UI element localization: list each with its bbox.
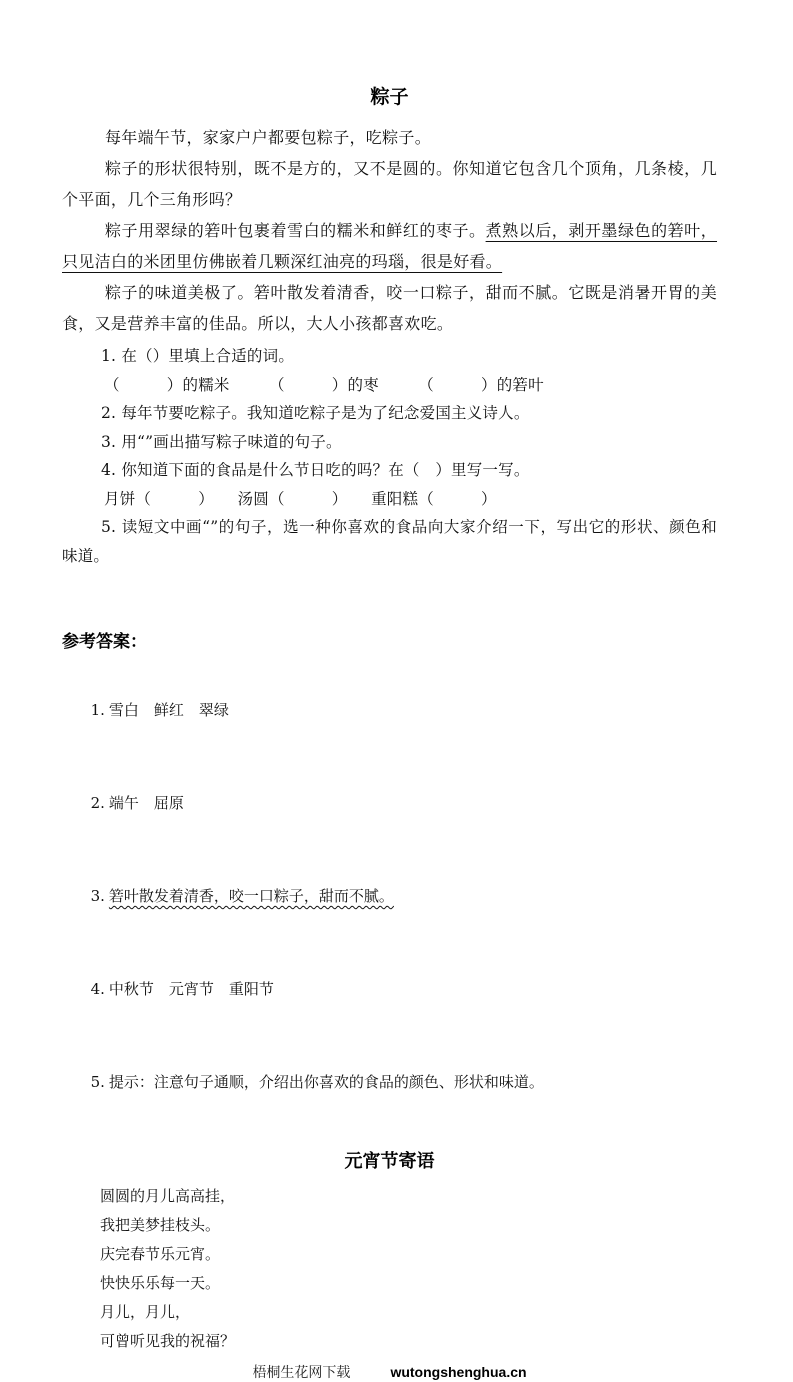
poem-section: [62, 1149, 717, 1356]
page-title: 粽子: [370, 87, 409, 108]
question-item: 4. 你知道下面的食品是什么节日吃的吗？在（ ）里写一写。: [101, 461, 530, 479]
question-item: 1. 在（）里填上合适的词。: [101, 347, 295, 365]
poem-line: 月儿，月儿，: [100, 1303, 191, 1321]
answer-number: 1.: [90, 701, 105, 719]
passage-text: 粽子的味道美极了。箬叶散发着清香，咬一口粽子，甜而不腻。它既是消暑开胃的美食，又是营养丰富的佳品。所以，大人小孩都喜欢吃。: [62, 283, 717, 333]
footer-site-label: 梧桐生花网下载: [252, 1365, 351, 1381]
answer-number: 4.: [90, 980, 105, 998]
passage-paragraph: [62, 153, 717, 215]
answer-text: 雪白 鲜红 翠绿: [108, 701, 229, 719]
poem-line: 庆完春节乐元宵。: [100, 1245, 221, 1263]
passage-paragraph: [62, 277, 717, 339]
answer-number: 2.: [90, 794, 105, 812]
question-item: 2. 每年节要吃粽子。我知道吃粽子是为了纪念爱国主义诗人。: [101, 404, 530, 422]
answers-heading: 参考答案：: [62, 632, 147, 651]
answer-text: 提示：注意句子通顺，介绍出你喜欢的食品的颜色、形状和味道。: [108, 1073, 544, 1091]
passage-text: 粽子的形状很特别，既不是方的，又不是圆的。你知道它包含几个顶角，几条棱，几个平面，几个三角形吗？: [62, 159, 717, 209]
passage-paragraph: [62, 215, 717, 277]
answer-item: [62, 1036, 717, 1129]
answer-text-wavy-underline: 箬叶散发着清香，咬一口粽子，甜而不腻。: [108, 887, 394, 905]
footer-site-url: wutongshenghua.cn: [390, 1364, 527, 1380]
answer-item: [62, 943, 717, 1036]
answer-text: 中秋节 元宵节 重阳节: [108, 980, 274, 998]
poem-line: 快快乐乐每一天。: [100, 1274, 221, 1292]
answer-number: 5.: [90, 1073, 105, 1091]
question-blank-row: 月饼（ ） 汤圆（ ） 重阳糕（ ）: [104, 489, 497, 508]
poem-line: 我把美梦挂枝头。: [100, 1216, 221, 1234]
poem-title: 元宵节寄语: [344, 1151, 435, 1171]
questions-section: [62, 342, 717, 570]
poem-line: 圆圆的月儿高高挂，: [100, 1187, 236, 1205]
question-item: 5. 读短文中画“”的句子，选一种你喜欢的食品向大家介绍一下，写出它的形状、颜色和味道。: [62, 518, 717, 565]
passage-text: 粽子用翠绿的箬叶包裹着雪白的糯米和鲜红的枣子。: [105, 221, 486, 240]
question-blank-row: （ ）的糯米 （ ）的枣 （ ）的箬叶: [104, 375, 544, 394]
page-footer: [62, 1362, 717, 1382]
answer-item: [62, 850, 717, 943]
answer-item: [62, 757, 717, 850]
answer-item: [62, 664, 717, 757]
passage-paragraph: [62, 122, 717, 153]
answer-number: 3.: [90, 887, 105, 905]
answers-section: [62, 630, 717, 1129]
passage-underlined-text: 煮熟以后，剥开墨绿色的箬叶，只见洁白的米团里仿佛嵌着几颗深红油亮的玛瑙，很是好看。: [62, 221, 718, 271]
passage-text: 每年端午节，家家户户都要包粽子，吃粽子。: [105, 128, 432, 147]
question-item: 3. 用“”画出描写粽子味道的句子。: [101, 432, 342, 451]
answer-text: 端午 屈原: [108, 794, 184, 812]
poem-line: 可曾听见我的祝福？: [100, 1332, 236, 1350]
passage: [62, 122, 717, 339]
